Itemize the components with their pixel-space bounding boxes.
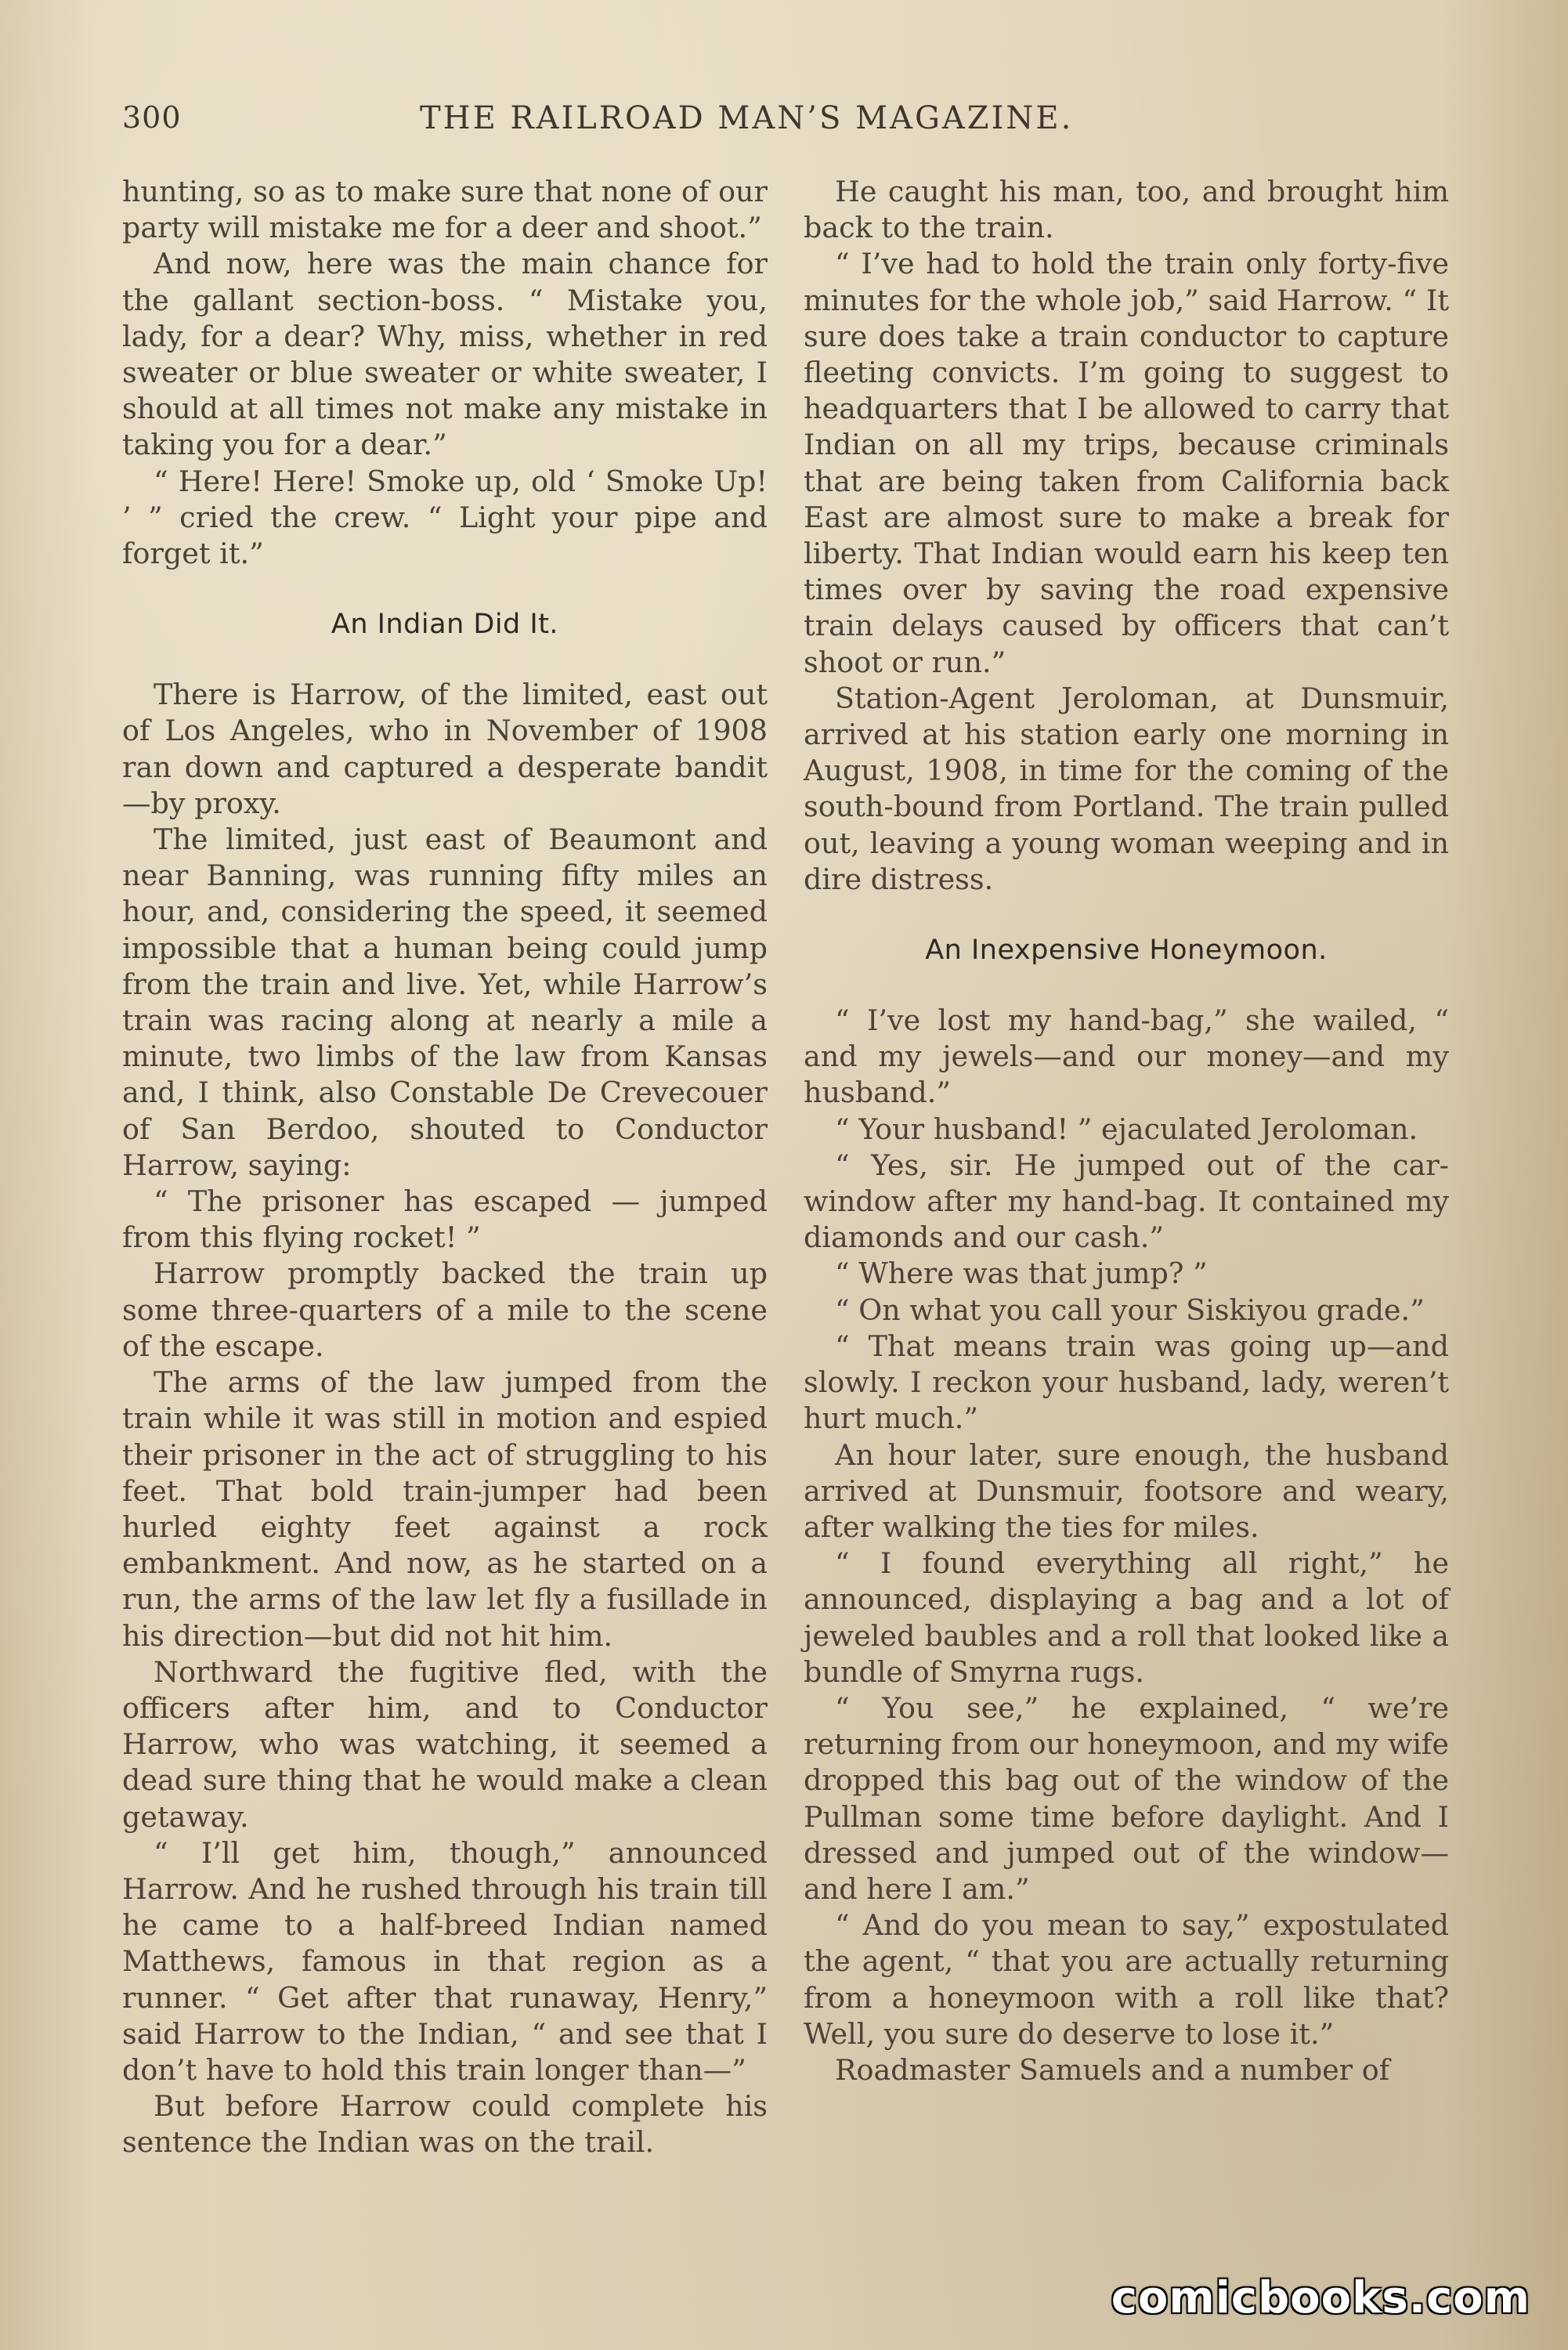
- paragraph: “ I’ve lost my hand-bag,” she wailed, “ and my jewels—and our money—and my husband.”: [804, 1003, 1449, 1110]
- paragraph: Northward the fugitive fled, with the officers after him, and to Conductor Harrow, who was watching, it seemed a dead sure thing that he would make a clean getaway.: [122, 1654, 768, 1834]
- paragraph: The limited, just east of Beaumont and near Banning, was running fifty miles an hour, and, considering the speed, it seemed impossible that a human being could jump from the train and live. Yet, while Harrow’s train was racing along at nearly a mile a minute, two limbs of the law from Kansas and, I think, also Constable De Crevecouer of San Berdoo, shouted to Conductor Harrow, saying:: [122, 822, 768, 1182]
- paragraph: “ The prisoner has escaped — jumped from this flying rocket! ”: [122, 1184, 768, 1255]
- paragraph: “ I’ve had to hold the train only forty-five minutes for the whole job,” said Harrow. “ It sure does take a train conductor to capture fleeting convicts. I’m going to suggest to headquarters that I be allowed to carry that Indian on all my trips, because criminals that are being taken from California back East are almost sure to make a break for liberty. That Indian would earn his keep ten times over by saving the road expensive train delays caused by officers that can’t shoot or run.”: [804, 247, 1449, 679]
- paragraph: Roadmaster Samuels and a number of: [835, 2052, 1390, 2087]
- section-heading: An Indian Did It.: [331, 609, 559, 641]
- paragraph: “ I’ll get him, though,” announced Harrow. And he rushed through his train till he came to a half-breed Indian named Matthews, famous in that region as a runner. “ Get after that runaway, Henry,” said Harrow to the Indian, “ and see that I don’t have to hold this train longer than—”: [122, 1835, 768, 2087]
- paragraph: And now, here was the main chance for the gallant section-boss. “ Mistake you, lady, for a dear? Why, miss, whether in red sweater or blue sweater or white sweater, I should at all times not make any mistake in taking you for a dear.”: [122, 247, 768, 462]
- paragraph: But before Harrow could complete his sentence the Indian was on the trail.: [122, 2089, 768, 2160]
- paragraph: He caught his man, too, and brought him back to the train.: [804, 175, 1449, 245]
- paragraph: “ That means train was going up—and slowly. I reckon your husband, lady, weren’t hurt much.”: [804, 1329, 1449, 1436]
- paragraph: “ And do you mean to say,” expostulated the agent, “ that you are actually returning from a honeymoon with a roll like that? Well, you sure do deserve to lose it.”: [804, 1908, 1449, 2051]
- paragraph: “ You see,” he explained, “ we’re returning from our honeymoon, and my wife dropped this bag out of the window of the Pullman some time before daylight. And I dressed and jumped out of the window—and here I am.”: [804, 1690, 1449, 1906]
- paragraph: There is Harrow, of the limited, east out of Los Angeles, who in November of 1908 ran down and captured a desperate bandit—by proxy.: [122, 678, 768, 820]
- paragraph: Harrow promptly backed the train up some three-quarters of a mile to the scene of the escape.: [122, 1256, 768, 1363]
- paragraph: “ Yes, sir. He jumped out of the car-window after my hand-bag. It contained my diamonds and our cash.”: [804, 1148, 1449, 1255]
- section-heading: An Inexpensive Honeymoon.: [925, 935, 1328, 967]
- site-watermark: comicbooks.com: [1111, 2272, 1530, 2323]
- paragraph: An hour later, sure enough, the husband arrived at Dunsmuir, footsore and weary, after walking the ties for miles.: [804, 1437, 1449, 1544]
- paragraph: “ I found everything all right,” he announced, displaying a bag and a lot of jeweled baubles and a roll that looked like a bundle of Smyrna rugs.: [804, 1546, 1449, 1689]
- left-column: [122, 174, 768, 2161]
- paragraph: hunting, so as to make sure that none of our party will mistake me for a deer and shoot.”: [122, 175, 768, 245]
- paragraph: “ On what you call your Siskiyou grade.”: [835, 1292, 1425, 1327]
- paragraph: “ Where was that jump? ”: [835, 1256, 1208, 1291]
- paragraph: “ Your husband! ” ejaculated Jeroloman.: [835, 1112, 1418, 1146]
- page-number: 300: [122, 100, 182, 135]
- magazine-title: THE RAILROAD MAN’S MAGAZINE.: [420, 100, 1074, 136]
- paragraph: Station-Agent Jeroloman, at Dunsmuir, arrived at his station early one morning in August, 1908, in time for the coming of the south-bound from Portland. The train pulled out, leaving a young woman weeping and in dire distress.: [804, 681, 1449, 896]
- paragraph: The arms of the law jumped from the train while it was still in motion and espied their prisoner in the act of struggling to his feet. That bold train-jumper had been hurled eighty feet against a rock embankment. And now, as he started on a run, the arms of the law let fly a fusillade in his direction—but did not hit him.: [122, 1365, 768, 1653]
- running-head: [122, 100, 1454, 147]
- paragraph: “ Here! Here! Smoke up, old ‘ Smoke Up! ’ ” cried the crew. “ Light your pipe and forget it.”: [122, 464, 768, 571]
- right-column: [804, 174, 1449, 2088]
